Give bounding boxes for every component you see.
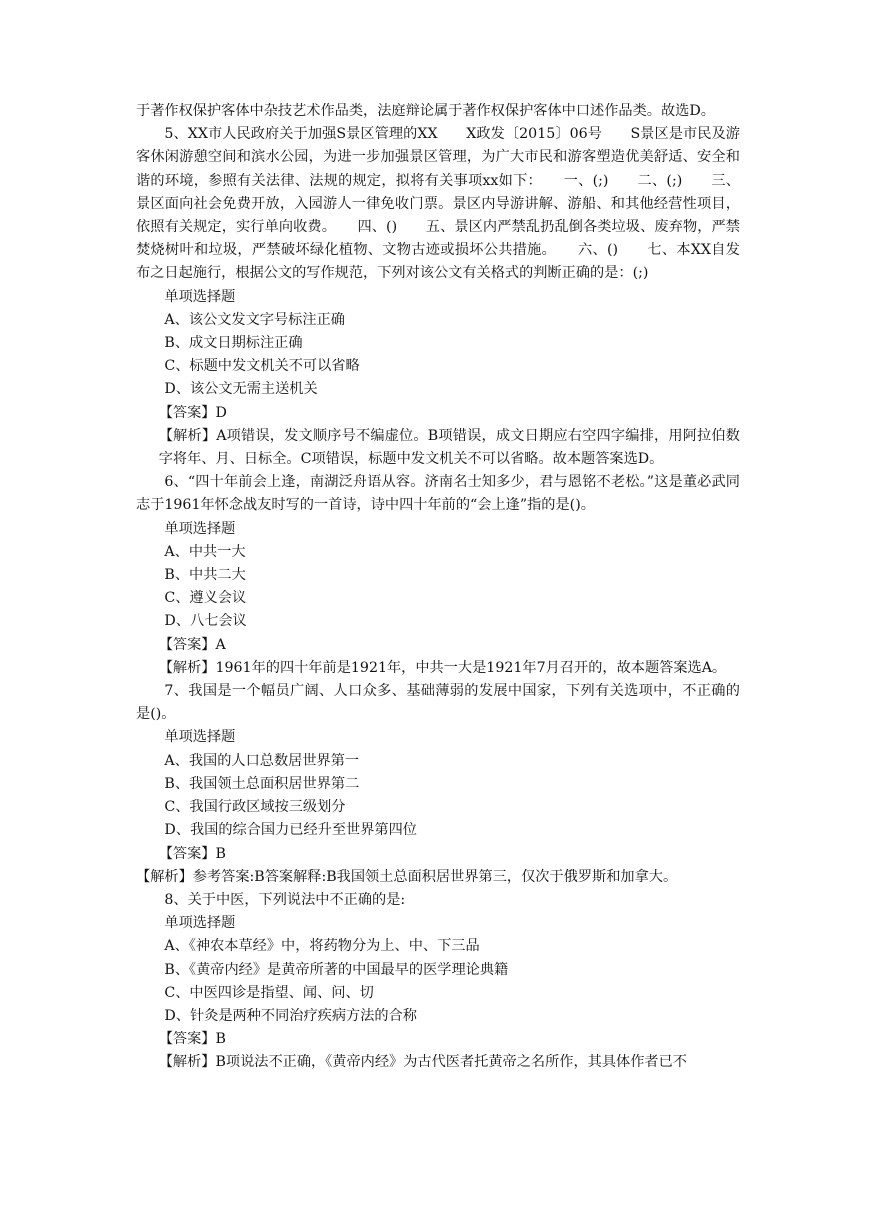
option-c: C、中医四诊是指望、闻、问、切 <box>164 984 374 1001</box>
option-a: A、该公文发文字号标注正确 <box>164 311 345 328</box>
answer-line: 【答案】A <box>158 636 226 653</box>
option-c: C、遵义会议 <box>164 590 247 607</box>
option-d: D、八七会议 <box>164 613 247 630</box>
option-b: B、我国领土总面积居世界第二 <box>164 775 360 792</box>
option-d: D、针灸是两种不同治疗疾病方法的合称 <box>164 1007 417 1024</box>
question-6-stem: 6、“四十年前会上逢，南湖泛舟语从容。济南名士知多少，君与恩铭不老松。”这是董必武同志于1961年怀念战友时写的一首诗，诗中四十年前的“会上逢”指的是()。 <box>136 474 740 514</box>
answer-line: 【答案】D <box>158 404 227 421</box>
analysis-paragraph: 【解析】B项说法不正确，《黄帝内经》为古代医者托黄帝之名所作，其具体作者已不 <box>158 1054 687 1071</box>
question-8-stem: 8、关于中医，下列说法中不正确的是: <box>164 891 406 908</box>
option-b: B、《黄帝内经》是黄帝所著的中国最早的医学理论典籍 <box>164 961 509 978</box>
answer-line: 【答案】B <box>158 1031 226 1048</box>
option-b: B、成文日期标注正确 <box>164 335 303 352</box>
analysis-paragraph: 【解析】1961年的四十年前是1921年，中共一大是1921年7月召开的，故本题答案选A。 <box>158 659 727 676</box>
analysis-paragraph: 【解析】A项错误，发文顺序号不编虚位。B项错误，成文日期应右空四字编排，用阿拉伯数字将年、月、日标全。C项错误，标题中发文机关不可以省略。故本题答案选D。 <box>158 427 740 468</box>
text-paragraph: 于著作权保护客体中杂技艺术作品类，法庭辩论属于著作权保护客体中口述作品类。故选D。 <box>136 103 715 119</box>
option-c: C、我国行政区域按三级划分 <box>164 799 346 816</box>
option-c: C、标题中发文机关不可以省略 <box>164 358 360 375</box>
document-body <box>136 100 740 1075</box>
option-a: A、中共一大 <box>164 543 246 560</box>
question-type-label: 单项选择题 <box>164 520 236 537</box>
option-d: D、我国的综合国力已经升至世界第四位 <box>164 822 417 839</box>
option-b: B、中共二大 <box>164 567 246 584</box>
question-5-stem: 5、XX市人民政府关于加强S景区管理的XX X政发〔2015〕06号 S景区是市民及游客休闲游憩空间和滨水公园，为进一步加强景区管理，为广大市民和游客塑造优美舒适、安全和谐的环境，参照有关法律、法规的规定，拟将有关事项xx如下： 一、(;) 二、(;) 三、景区面向社会免费开放，入园游人一律免收门票。景区内导游讲解、游船、和其他经营性项目，依照有关规定，实行单向收费。 四、() 五、景区内严禁乱扔乱倒各类垃圾、废弃物，严禁焚烧树叶和垃圾，严禁破坏绿化植物、文物古迹或损坏公共措施。 六、() 七、本XX自发布之日起施行，根据公文的写作规范，下列对该公文有关格式的判断正确的是：(;) <box>136 126 740 282</box>
analysis-paragraph: 【解析】参考答案:B答案解释:B我国领土总面积居世界第三，仅次于俄罗斯和加拿大。 <box>136 868 678 885</box>
question-7-stem: 7、我国是一个幅员广阔、人口众多、基础薄弱的发展中国家，下列有关选项中，不正确的是()。 <box>136 683 740 723</box>
question-type-label: 单项选择题 <box>164 288 236 305</box>
answer-line: 【答案】B <box>158 845 226 862</box>
option-a: A、《神农本草经》中，将药物分为上、中、下三品 <box>164 938 480 955</box>
option-d: D、该公文无需主送机关 <box>164 381 318 398</box>
option-a: A、我国的人口总数居世界第一 <box>164 752 360 769</box>
question-type-label: 单项选择题 <box>164 729 236 746</box>
question-type-label: 单项选择题 <box>164 915 236 932</box>
